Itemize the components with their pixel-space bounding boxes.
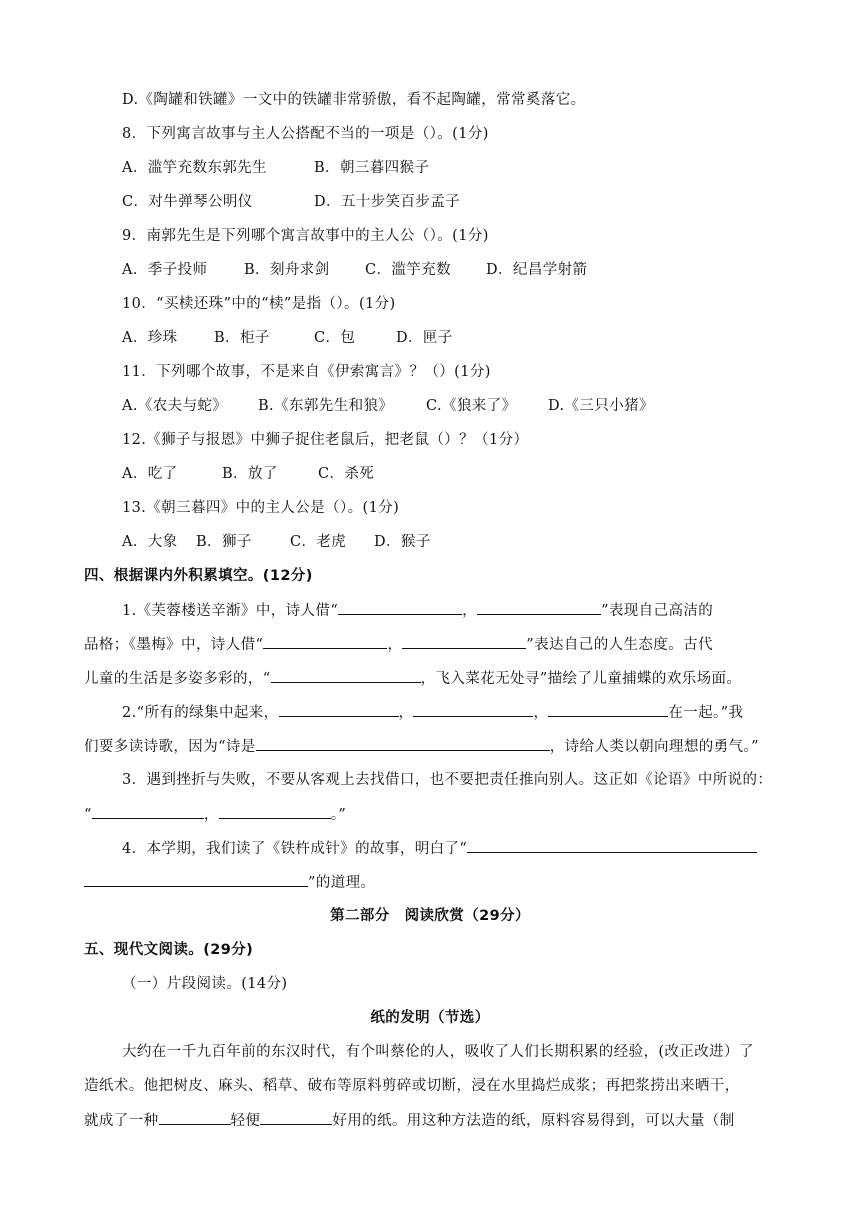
fill-blank[interactable] xyxy=(92,804,204,819)
fill-2-text-d: 在一起。”我 xyxy=(668,705,744,721)
fill-3-text-b: “ xyxy=(84,807,92,823)
q13-stem: 13.《朝三暮四》中的主人公是（）。(1分) xyxy=(122,500,400,516)
section-4-title: 四、根据课内外积累填空。(12分) xyxy=(84,568,313,584)
passage-text-c: 好用的纸。用这种方法造的纸，原料容易得到，可以大量（制 xyxy=(332,1113,735,1129)
section-5-subtitle: （一）片段阅读。(14分) xyxy=(122,976,288,992)
fill-blank[interactable] xyxy=(548,702,668,717)
q8-option-c[interactable]: C．对牛弹琴公明仪 xyxy=(122,194,253,210)
q8-option-a[interactable]: A．滥竽充数东郭先生 xyxy=(122,160,267,176)
q8-stem: 8．下列寓言故事与主人公搭配不当的一项是（）。(1分) xyxy=(122,126,489,142)
fill-2-text-a: 2.“所有的绿集中起来， xyxy=(122,705,279,721)
q13-option-c[interactable]: C．老虎 xyxy=(290,534,347,550)
q11-option-c[interactable]: C.《狼来了》 xyxy=(426,398,517,414)
fill-1-text-b: ， xyxy=(462,603,478,619)
fill-1-text-a: 1.《芙蓉楼送辛渐》中，诗人借“ xyxy=(122,603,339,619)
fill-blank[interactable] xyxy=(263,634,387,649)
fill-blank[interactable] xyxy=(413,702,533,717)
fill-1-text-f: ”表达自己的人生态度。古代 xyxy=(526,637,713,653)
fill-1-text-g: 儿童的生活是多姿多彩的，“ xyxy=(84,671,271,687)
fill-3-text-d: 。” xyxy=(330,807,347,823)
q9-stem: 9．南郭先生是下列哪个寓言故事中的主人公（）。(1分) xyxy=(122,228,489,244)
fill-2-text-e: 们要多读诗歌，因为“诗是 xyxy=(84,739,256,755)
passage-title: 纸的发明（节选） xyxy=(370,1010,490,1026)
passage-text-b: 轻便 xyxy=(230,1113,261,1129)
q9-option-a[interactable]: A．季子投师 xyxy=(122,262,208,278)
fill-blank[interactable] xyxy=(338,600,462,615)
fill-blank[interactable] xyxy=(402,634,526,649)
fill-4-line-1 xyxy=(122,838,757,859)
q8-option-d[interactable]: D．五十步笑百步孟子 xyxy=(314,194,461,210)
fill-3-text-c: ， xyxy=(203,807,219,823)
q8-option-b[interactable]: B．朝三暮四猴子 xyxy=(314,160,430,176)
fill-3-line-2 xyxy=(84,804,346,825)
fill-4-line-2 xyxy=(84,872,375,893)
q9-option-b[interactable]: B．刻舟求剑 xyxy=(244,262,330,278)
fill-1-text-h: ，飞入菜花无处寻”描绘了儿童捕蝶的欢乐场面。 xyxy=(420,671,742,687)
q13-option-d[interactable]: D．猴子 xyxy=(374,534,431,550)
fill-blank[interactable] xyxy=(219,804,331,819)
q9-option-d[interactable]: D．纪昌学射箭 xyxy=(486,262,588,278)
fill-2-line-1 xyxy=(122,702,743,723)
q10-option-d[interactable]: D．匣子 xyxy=(396,330,453,346)
fill-1-text-e: ， xyxy=(387,637,403,653)
fill-3-line-1: 3．遇到挫折与失败，不要从客观上去找借口，也不要把责任推向别人。这正如《论语》中所说的： xyxy=(122,772,773,788)
q13-option-b[interactable]: B．狮子 xyxy=(196,534,252,550)
fill-1-line-2 xyxy=(84,634,713,655)
q10-option-c[interactable]: C．包 xyxy=(314,330,356,346)
q11-stem: 11．下列哪个故事，不是来自《伊索寓言》？（）(1分) xyxy=(122,364,491,380)
passage-line-1: 大约在一千九百年前的东汉时代，有个叫蔡伦的人，吸收了人们长期积累的经验，(改正改进）了 xyxy=(122,1044,754,1060)
q12-option-c[interactable]: C．杀死 xyxy=(318,466,375,482)
passage-line-3 xyxy=(84,1110,735,1131)
fill-4-text-a: 4．本学期，我们读了《铁杵成针》的故事，明白了“ xyxy=(122,841,468,857)
q10-option-a[interactable]: A．珍珠 xyxy=(122,330,178,346)
fill-1-line-1 xyxy=(122,600,713,621)
q7-option-d: D.《陶罐和铁罐》一文中的铁罐非常骄傲，看不起陶罐，常常奚落它。 xyxy=(122,92,586,108)
fill-blank[interactable] xyxy=(260,1110,332,1125)
fill-2-text-c: ， xyxy=(533,705,549,721)
fill-4-text-b: ”的道理。 xyxy=(308,875,376,891)
fill-blank[interactable] xyxy=(84,872,308,887)
section-5-title: 五、现代文阅读。(29分) xyxy=(84,942,254,958)
fill-blank[interactable] xyxy=(159,1110,231,1125)
fill-1-text-d: 品格；《墨梅》中，诗人借“ xyxy=(84,637,264,653)
q10-stem: 10．“买椟还珠”中的“椟”是指（）。(1分) xyxy=(122,296,396,312)
passage-text-a: 就成了一种 xyxy=(84,1113,159,1129)
fill-blank[interactable] xyxy=(477,600,601,615)
q12-option-b[interactable]: B．放了 xyxy=(222,466,278,482)
fill-blank[interactable] xyxy=(279,702,399,717)
q13-option-a[interactable]: A．大象 xyxy=(122,534,178,550)
passage-line-2: 造纸术。他把树皮、麻头、稻草、破布等原料剪碎或切断，浸在水里捣烂成浆；再把浆捞出来晒干， xyxy=(84,1078,740,1094)
q11-option-d[interactable]: D.《三只小猪》 xyxy=(548,398,654,414)
fill-2-line-2 xyxy=(84,736,759,757)
q12-stem: 12.《狮子与报恩》中狮子捉住老鼠后，把老鼠（）？（1分） xyxy=(122,432,529,448)
q10-option-b[interactable]: B．柜子 xyxy=(214,330,270,346)
fill-blank[interactable] xyxy=(271,668,421,683)
fill-blank[interactable] xyxy=(467,838,757,853)
fill-1-text-c: ”表现自己高洁的 xyxy=(601,603,714,619)
fill-1-line-3 xyxy=(84,668,741,689)
q11-option-b[interactable]: B.《东郭先生和狼》 xyxy=(258,398,394,414)
q9-option-c[interactable]: C．滥竽充数 xyxy=(365,262,451,278)
fill-2-text-b: ， xyxy=(398,705,414,721)
fill-blank[interactable] xyxy=(256,736,550,751)
q12-option-a[interactable]: A．吃了 xyxy=(122,466,178,482)
q11-option-a[interactable]: A.《农夫与蛇》 xyxy=(122,398,228,414)
fill-2-text-f: ，诗给人类以朝向理想的勇气。” xyxy=(549,739,759,755)
part-2-title: 第二部分 阅读欣赏（29分） xyxy=(330,908,530,924)
